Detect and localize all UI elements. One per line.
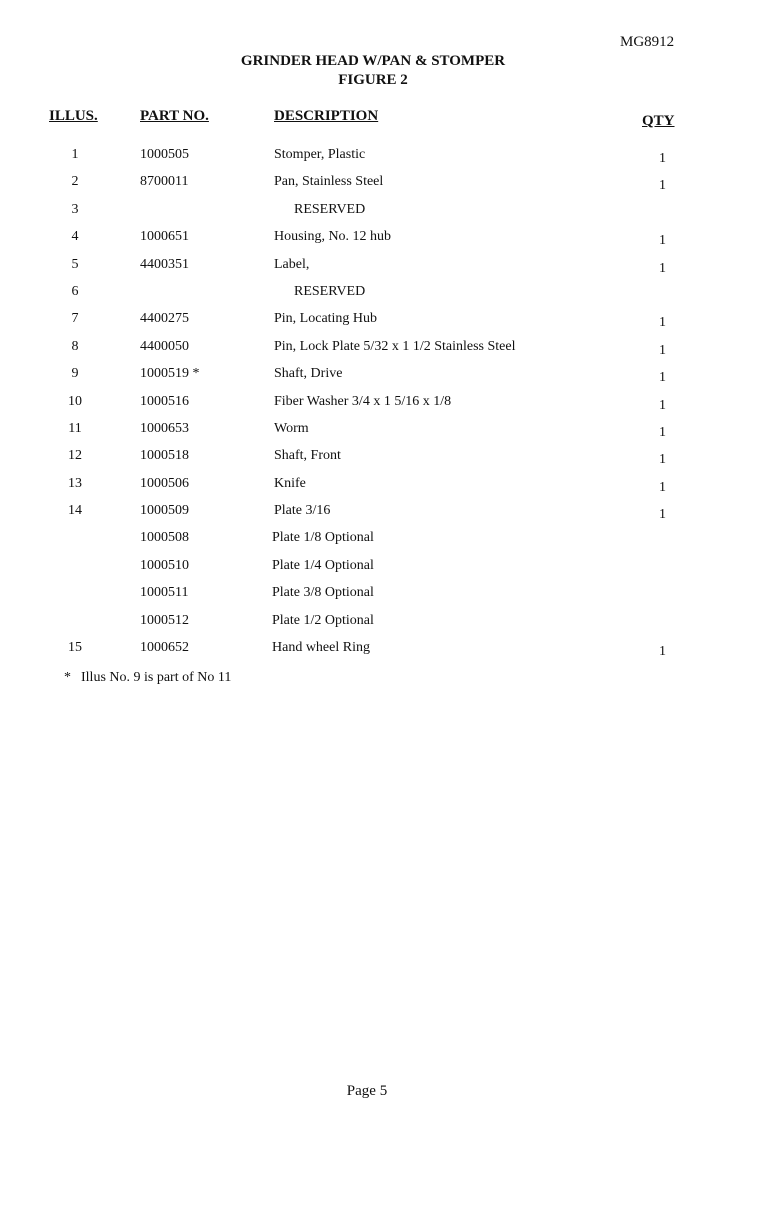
- illus-number: 13: [68, 475, 82, 491]
- column-header-illus: ILLUS.: [49, 108, 98, 124]
- illus-number: 12: [68, 448, 82, 464]
- illus-number: 14: [68, 503, 82, 519]
- footnote-marker: *: [64, 670, 71, 685]
- figure-label: FIGURE 2: [338, 72, 408, 88]
- part-number: 4400351: [140, 256, 189, 272]
- table-row: [0, 202, 784, 229]
- table-row: [0, 640, 784, 667]
- description: RESERVED: [294, 201, 366, 217]
- illus-number: 6: [71, 283, 79, 299]
- table-row: [0, 311, 784, 338]
- quantity: 1: [659, 315, 666, 331]
- illus-number: 10: [68, 393, 82, 409]
- parts-table: [0, 147, 784, 667]
- column-header-qty: QTY: [642, 113, 675, 129]
- description: Plate 1/2 Optional: [272, 612, 374, 628]
- table-row: [0, 257, 784, 284]
- table-row: [0, 339, 784, 366]
- quantity: 1: [659, 233, 666, 249]
- illus-number: 1: [71, 147, 79, 162]
- table-row: [0, 147, 784, 174]
- quantity: 1: [659, 644, 666, 660]
- description: Pin, Locating Hub: [274, 311, 378, 327]
- table-row: [0, 284, 784, 311]
- column-header-part-no: PART NO.: [140, 108, 209, 124]
- quantity: 1: [659, 507, 666, 523]
- part-number: 1000652: [140, 640, 189, 656]
- table-row: [0, 503, 784, 530]
- part-number: 1000505: [140, 147, 189, 162]
- illus-number: 15: [68, 640, 82, 656]
- part-number: 1000511: [140, 585, 189, 601]
- part-number: 1000510: [140, 557, 189, 573]
- illus-number: 5: [71, 256, 79, 272]
- part-number: 1000509: [140, 503, 189, 519]
- table-row: [0, 585, 784, 612]
- table-row: [0, 558, 784, 585]
- footnote: [64, 670, 231, 686]
- part-number: 8700011: [140, 174, 189, 190]
- column-header-description: DESCRIPTION: [274, 108, 379, 124]
- description: Knife: [274, 475, 306, 491]
- table-row: [0, 174, 784, 201]
- description: Pan, Stainless Steel: [274, 174, 384, 190]
- part-number: 1000508: [140, 530, 189, 546]
- footnote-text: Illus No. 9 is part of No 11: [81, 670, 232, 685]
- description: Label,: [274, 256, 310, 272]
- part-number: 4400275: [140, 311, 189, 327]
- part-number: 1000651: [140, 229, 189, 245]
- part-number: 1000506: [140, 475, 189, 491]
- quantity: 1: [659, 342, 666, 358]
- description: RESERVED: [294, 283, 366, 299]
- page-number: Page 5: [346, 1083, 388, 1099]
- table-row: [0, 448, 784, 475]
- part-number: 1000653: [140, 420, 189, 436]
- quantity: 1: [659, 178, 666, 194]
- description: Worm: [274, 420, 309, 436]
- document-title: GRINDER HEAD W/PAN & STOMPER: [240, 53, 506, 69]
- description: Fiber Washer 3/4 x 1 5/16 x 1/8: [274, 393, 452, 409]
- description: Pin, Lock Plate 5/32 x 1 1/2 Stainless Steel: [274, 338, 516, 354]
- part-number: 1000519 *: [140, 366, 200, 382]
- description: Plate 3/8 Optional: [272, 585, 374, 601]
- quantity: 1: [659, 479, 666, 495]
- table-row: [0, 530, 784, 557]
- description: Stomper, Plastic: [274, 147, 366, 162]
- table-row: [0, 613, 784, 640]
- description: Plate 3/16: [274, 503, 331, 519]
- quantity: 1: [659, 397, 666, 413]
- description: Shaft, Drive: [274, 366, 343, 382]
- illus-number: 2: [71, 174, 79, 190]
- illus-number: 3: [71, 201, 79, 217]
- table-row: [0, 229, 784, 256]
- quantity: 1: [659, 424, 666, 440]
- description: Shaft, Front: [274, 448, 341, 464]
- part-number: 1000512: [140, 612, 189, 628]
- quantity: 1: [659, 370, 666, 386]
- table-row: [0, 476, 784, 503]
- table-row: [0, 421, 784, 448]
- part-number: 1000518: [140, 448, 189, 464]
- description: Hand wheel Ring: [272, 640, 370, 656]
- quantity: 1: [659, 151, 666, 166]
- document-code: MG8912: [620, 34, 675, 50]
- illus-number: 9: [71, 366, 79, 382]
- illus-number: 4: [71, 229, 79, 245]
- quantity: 1: [659, 260, 666, 276]
- table-row: [0, 366, 784, 393]
- part-number: 1000516: [140, 393, 189, 409]
- illus-number: 8: [71, 338, 79, 354]
- illus-number: 7: [71, 311, 79, 327]
- table-row: [0, 394, 784, 421]
- description: Housing, No. 12 hub: [274, 229, 392, 245]
- description: Plate 1/8 Optional: [272, 530, 374, 546]
- part-number: 4400050: [140, 338, 189, 354]
- illus-number: 11: [68, 420, 82, 436]
- quantity: 1: [659, 452, 666, 468]
- description: Plate 1/4 Optional: [272, 557, 374, 573]
